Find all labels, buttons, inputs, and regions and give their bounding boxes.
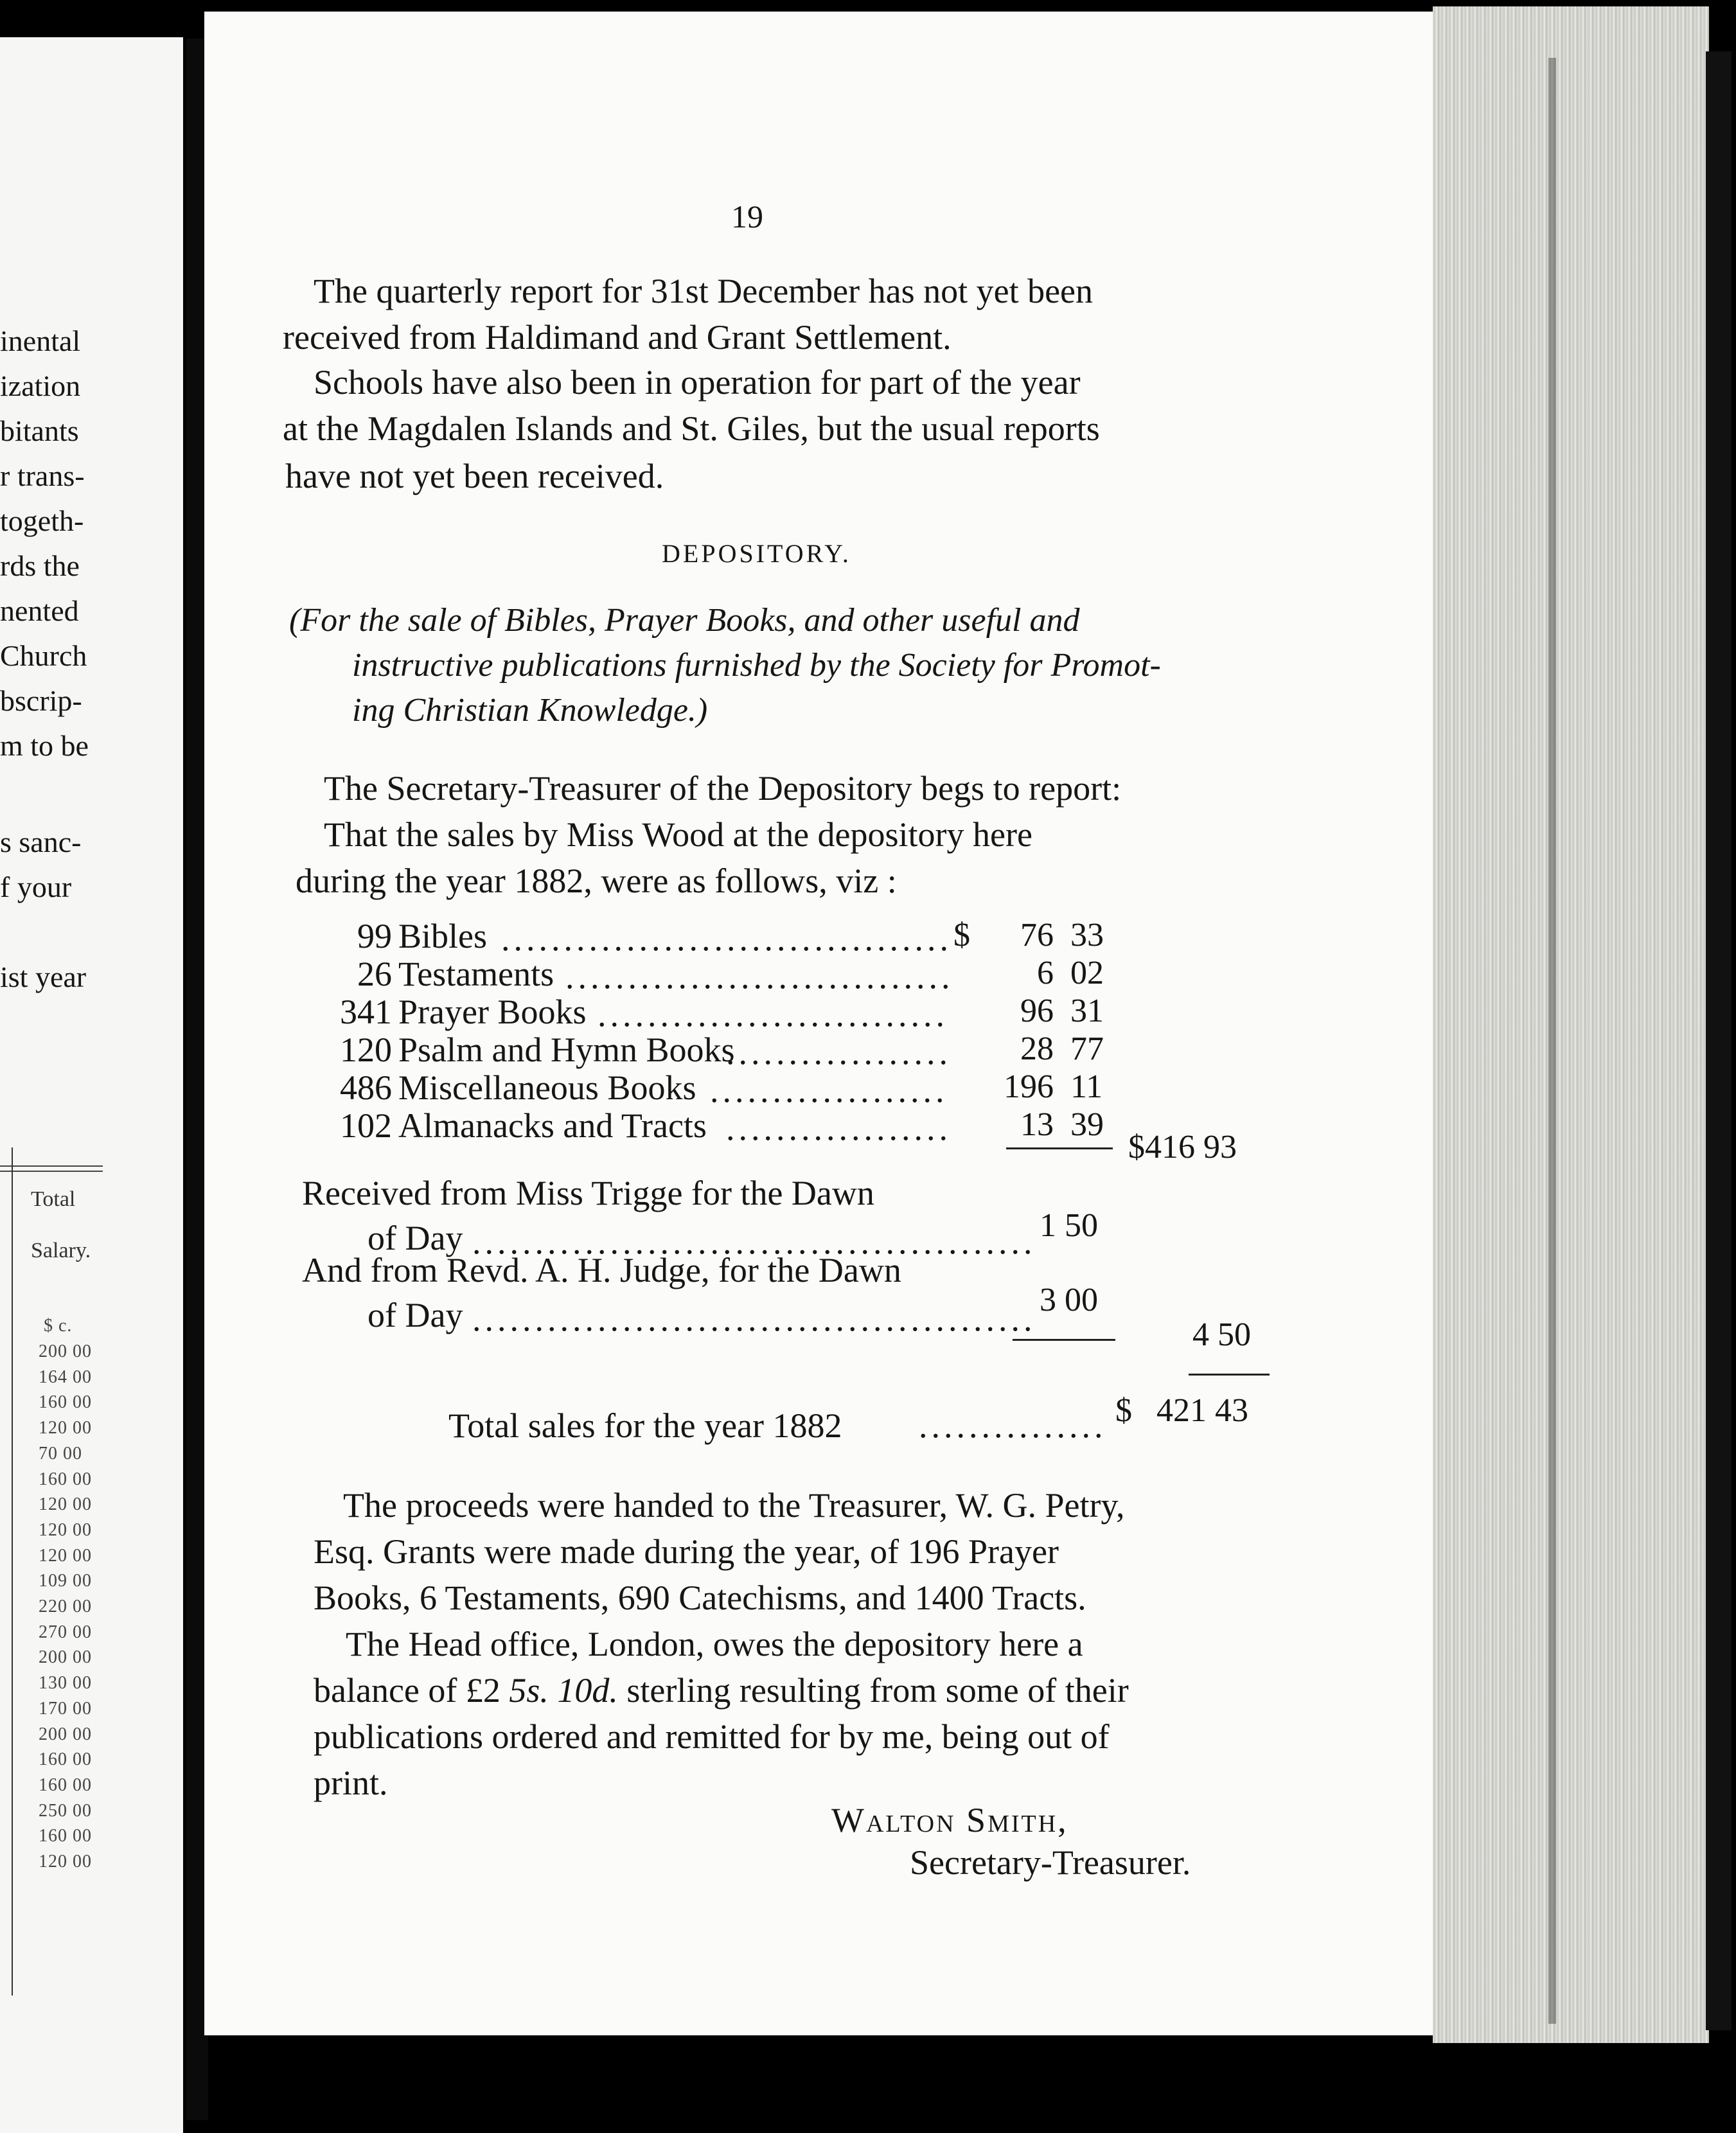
- left-page-fragment: ization: [0, 369, 81, 402]
- paragraph-3-line: The proceeds were handed to the Treasurer, W. G. Petry,: [343, 1486, 1125, 1525]
- page-number: 19: [731, 199, 763, 235]
- paragraph-4-line: The Head office, London, owes the depository here a: [346, 1625, 1083, 1663]
- received-subtotal: 4 50: [1192, 1316, 1251, 1353]
- sales-item: Testaments: [398, 955, 554, 993]
- leader-dots: ............................: [598, 995, 948, 1034]
- left-page-fragment: f your: [0, 871, 72, 903]
- sales-cents: 02: [1070, 955, 1104, 991]
- leader-dots: ...............: [919, 1406, 1107, 1445]
- left-salary-value: 250 00: [39, 1800, 92, 1821]
- total-rule: [1189, 1374, 1270, 1376]
- sales-cents: 33: [1070, 917, 1104, 953]
- sales-cents: 77: [1070, 1031, 1104, 1067]
- left-table-rule: [0, 1165, 103, 1167]
- sales-dollars: 96: [1020, 993, 1054, 1029]
- sales-dollars: 13: [1020, 1106, 1054, 1143]
- left-salary-value: 160 00: [39, 1749, 92, 1770]
- sales-item: Miscellaneous Books: [398, 1068, 696, 1107]
- left-salary-value: 70 00: [39, 1443, 82, 1464]
- signature-title: Secretary-Treasurer.: [910, 1843, 1191, 1882]
- sales-qty: 341: [340, 993, 392, 1031]
- left-page-fragment: s sanc-: [0, 826, 82, 858]
- shillings: 5s.: [509, 1671, 549, 1710]
- left-page-fragment: inental: [0, 324, 81, 357]
- subtotal-rule: [1006, 1147, 1113, 1149]
- left-page-fragment: rds the: [0, 549, 80, 582]
- sales-cents: 11: [1070, 1068, 1103, 1105]
- paragraph-1-line: The quarterly report for 31st December has not yet been: [314, 272, 1094, 310]
- page-edge: [1433, 6, 1709, 2043]
- left-table-header: Salary.: [31, 1239, 91, 1262]
- left-salary-value: 170 00: [39, 1698, 92, 1719]
- leader-dots: .............................................: [472, 1300, 1036, 1338]
- pence: 10d.: [557, 1671, 618, 1710]
- left-salary-value: 164 00: [39, 1367, 92, 1387]
- sales-item: Prayer Books: [398, 993, 587, 1031]
- subtitle-line: instructive publications furnished by the Society for Promot-: [352, 647, 1161, 684]
- left-page-fragment: togeth-: [0, 504, 84, 537]
- left-page-fragment: nented: [0, 594, 79, 627]
- sales-dollars: 28: [1020, 1031, 1054, 1067]
- sales-qty: 486: [340, 1068, 392, 1107]
- paragraph-3-line: Esq. Grants were made during the year, of 196 Prayer: [314, 1532, 1059, 1571]
- intro-line: during the year 1882, were as follows, viz :: [296, 862, 897, 900]
- sales-dollar-sign: $: [953, 917, 970, 953]
- left-page-fragment: Church: [0, 639, 87, 672]
- sales-item: Psalm and Hymn Books: [398, 1031, 735, 1069]
- page-edge-dark: [1706, 51, 1732, 2030]
- sales-item: Bibles: [398, 917, 488, 955]
- total-label: Total sales for the year 1882: [448, 1406, 842, 1445]
- intro-line: The Secretary-Treasurer of the Depository begs to report:: [324, 769, 1122, 808]
- received-line: Received from Miss Trigge for the Dawn: [302, 1174, 874, 1212]
- received-line: of Day: [368, 1219, 463, 1257]
- left-table-vline: [12, 1147, 13, 1996]
- leader-dots: ...............................: [565, 957, 954, 996]
- left-currency-row: $ c.: [44, 1316, 73, 1336]
- subtitle-line: ing Christian Knowledge.): [352, 692, 708, 729]
- paragraph-2-line: have not yet been received.: [285, 457, 664, 495]
- paragraph-3-line: Books, 6 Testaments, 690 Catechisms, and 1400 Tracts.: [314, 1579, 1086, 1617]
- left-salary-value: 109 00: [39, 1571, 92, 1591]
- paragraph-4-text: sterling resulting from some of their: [617, 1671, 1129, 1710]
- sales-qty: 99: [357, 917, 392, 955]
- signature-name: Walton Smith,: [831, 1801, 1068, 1839]
- left-salary-value: 130 00: [39, 1673, 92, 1694]
- received-line: And from Revd. A. H. Judge, for the Dawn: [302, 1251, 901, 1289]
- paragraph-2-line: Schools have also been in operation for part of the year: [314, 363, 1081, 402]
- sales-qty: 102: [340, 1106, 392, 1145]
- section-title: DEPOSITORY.: [662, 539, 851, 568]
- left-salary-value: 200 00: [39, 1724, 92, 1744]
- paragraph-4-text: balance of £2: [314, 1671, 509, 1710]
- left-salary-value: 120 00: [39, 1545, 92, 1566]
- left-page: [0, 37, 183, 2133]
- left-table-rule: [0, 1171, 103, 1172]
- sales-dollars: 76: [1020, 917, 1054, 953]
- intro-line: That the sales by Miss Wood at the depository here: [324, 815, 1032, 854]
- left-page-fragment: bscrip-: [0, 684, 82, 717]
- leader-dots: ..................: [726, 1033, 952, 1072]
- subtitle-line: (For the sale of Bibles, Prayer Books, and other useful and: [289, 602, 1080, 639]
- received-amount: 3 00: [1040, 1282, 1098, 1318]
- paragraph-1-line: received from Haldimand and Grant Settlement.: [283, 318, 952, 357]
- left-salary-value: 220 00: [39, 1597, 92, 1616]
- sales-qty: 120: [340, 1031, 392, 1069]
- sales-cents: 39: [1070, 1106, 1104, 1143]
- leader-dots: .............................................: [472, 1223, 1036, 1261]
- left-salary-value: 200 00: [39, 1341, 92, 1361]
- left-table-header: Total: [31, 1187, 76, 1211]
- total-amount: 421 43: [1156, 1392, 1248, 1429]
- paragraph-4-line: [314, 1673, 1129, 1708]
- paragraph-2-line: at the Magdalen Islands and St. Giles, but the usual reports: [283, 409, 1100, 448]
- left-salary-value: 120 00: [39, 1852, 92, 1872]
- total-dollar-sign: $: [1115, 1392, 1132, 1429]
- left-page-fragment: m to be: [0, 729, 89, 762]
- left-salary-value: 160 00: [39, 1392, 92, 1413]
- left-salary-value: 160 00: [39, 1775, 92, 1795]
- left-salary-value: 120 00: [39, 1519, 92, 1540]
- left-salary-value: 270 00: [39, 1622, 92, 1642]
- received-line: of Day: [368, 1296, 463, 1334]
- leader-dots: ....................................: [501, 919, 952, 958]
- page-edge-shadow: [1548, 58, 1556, 2024]
- left-salary-value: 200 00: [39, 1647, 92, 1668]
- left-salary-value: 160 00: [39, 1826, 92, 1846]
- leader-dots: ..................: [726, 1109, 952, 1147]
- sales-cents: 31: [1070, 993, 1104, 1029]
- received-amount: 1 50: [1040, 1207, 1098, 1244]
- sales-qty: 26: [357, 955, 392, 993]
- paragraph-4-line: publications ordered and remitted for by me, being out of: [314, 1717, 1110, 1756]
- left-page-fragment: bitants: [0, 414, 79, 447]
- subtotal-rule: [1013, 1339, 1115, 1341]
- sales-subtotal: $416 93: [1128, 1129, 1237, 1165]
- leader-dots: ...................: [710, 1071, 948, 1110]
- paragraph-4-line: print.: [314, 1764, 388, 1802]
- sales-dollars: 196: [1004, 1068, 1054, 1105]
- sales-dollars: 6: [1037, 955, 1054, 991]
- left-salary-value: 160 00: [39, 1469, 92, 1489]
- left-page-fragment: ist year: [0, 960, 87, 993]
- left-salary-value: 120 00: [39, 1418, 92, 1438]
- left-page-fragment: r trans-: [0, 459, 85, 492]
- sales-item: Almanacks and Tracts: [398, 1106, 707, 1145]
- left-salary-value: 120 00: [39, 1494, 92, 1515]
